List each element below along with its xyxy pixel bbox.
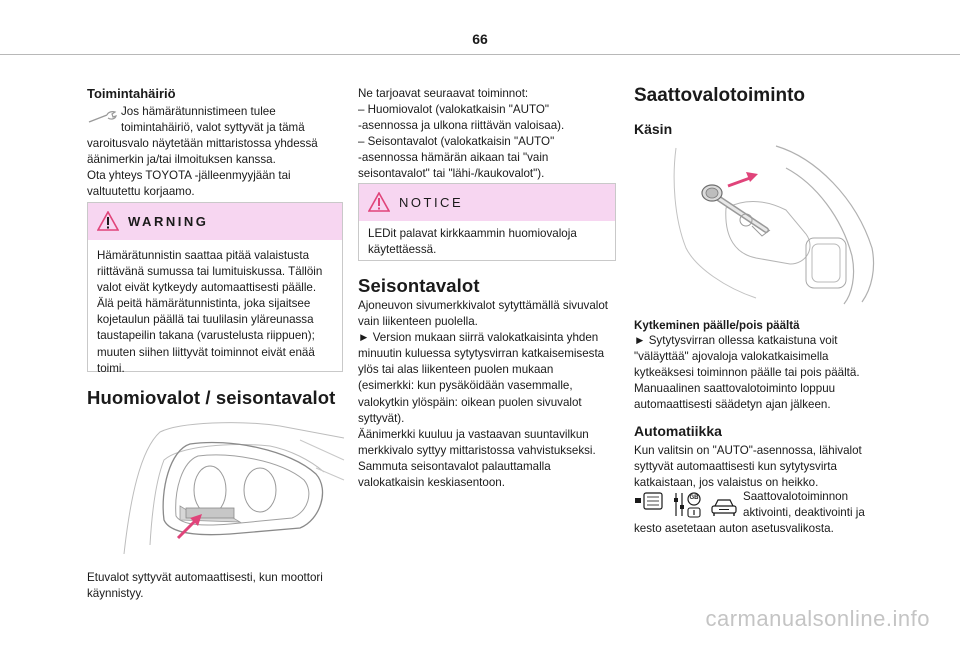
- warning-box: [87, 202, 343, 375]
- intro-line-4: – Seisontavalot (valokatkaisin "AUTO": [358, 135, 555, 149]
- light-stalk-illustration: [666, 138, 880, 306]
- car-icon: [710, 497, 738, 517]
- parking-line-1: Ajoneuvon sivumerkkivalot sytyttämällä sivuvalot: [358, 299, 609, 312]
- watermark-text: carmanualsonline.info: [705, 606, 930, 631]
- parking-line-3: ► Version mukaan siirrä valokatkaisinta yhden: [358, 331, 599, 345]
- drl-section-heading: Huomiovalot / seisontavalot: [87, 387, 336, 408]
- headlamp-illustration: [120, 420, 346, 558]
- auto-line-1: Kun valitsin on "AUTO"-asennossa, lähivalot: [634, 444, 862, 457]
- manual-line-3: kytkeäksesi toiminnon päälle tai pois päältä.: [634, 366, 860, 380]
- warning-line-4: Älä peitä hämärätunnistinta, joka sijaitsee: [97, 297, 311, 311]
- warning-header: [88, 203, 342, 240]
- drl-caption: [87, 570, 347, 602]
- auto-line-3: katkaistaan, jos valaistus on heikko.: [634, 476, 819, 490]
- fault-heading: Toimintahäiriö: [87, 86, 176, 101]
- manual-heading: Käsin: [634, 121, 673, 137]
- fault-line-2: toimintahäiriö, valot syttyvät ja tämä: [121, 121, 305, 135]
- parking-line-8: syttyvät).: [358, 411, 405, 425]
- fault-line-5: Ota yhteys TOYOTA -jälleenmyyjään tai: [87, 169, 291, 183]
- manual-line-4: Manuaalinen saattovalotoiminto loppuu: [634, 382, 836, 396]
- caption-line-1: Etuvalot syttyvät automaattisesti, kun moottori: [87, 571, 323, 584]
- manual-line-5: automaattisesti säädetyn ajan jälkeen.: [634, 398, 831, 412]
- parking-line-10: merkkivalo syttyy mittaristossa vahvistukseksi.: [358, 443, 596, 457]
- warning-triangle-icon: [97, 211, 119, 231]
- notice-line-1: LEDit palavat kirkkaammin huomiovaloja: [368, 227, 577, 240]
- intro-line-3: -asennossa ja ulkona riittävän valoisaa).: [358, 119, 565, 133]
- parking-line-5: ylös tai alas liikenteen puolen mukaan: [358, 363, 554, 377]
- caption-line-2: käynnistyy.: [87, 587, 144, 601]
- auto-heading: Automatiikka: [634, 423, 722, 439]
- icon-text-line-1: Saattovalotoiminnon: [743, 490, 849, 503]
- screen-icon: [634, 491, 664, 513]
- warning-body: [88, 240, 342, 385]
- header-rule: [0, 54, 960, 55]
- icon-last-line: kesto asetetaan auton asetusvalikosta.: [634, 522, 834, 535]
- warning-title: WARNING: [128, 214, 209, 229]
- intro-line-5: -asennossa hämärän aikaan tai "vain: [358, 151, 549, 165]
- intro-line-1: Ne tarjoavat seuraavat toiminnot:: [358, 87, 529, 100]
- parking-line-4: minuutin kuluessa sytytysvirran katkaisemisesta: [358, 347, 605, 361]
- parking-lights-text: [358, 298, 620, 491]
- warning-line-6: taustapeilin takana (varustelusta riippuen);: [97, 329, 315, 343]
- intro-line-2: – Huomiovalot (valokatkaisin "AUTO": [358, 103, 550, 117]
- parking-line-2: vain liikenteen puolella.: [358, 315, 478, 329]
- parking-line-6: (esimerkki: kun pysäköidään vasemmalle,: [358, 379, 573, 393]
- auto-line-2: syttyvät automaattisesti kun sytytysvirta: [634, 460, 837, 474]
- gb-label: GB: [689, 495, 699, 501]
- manual-line-1: ► Sytytysvirran ollessa katkaistuna voit: [634, 334, 838, 347]
- fault-line-4: äänimerkin ja/tai ilmoituksen kanssa.: [87, 153, 276, 167]
- manual-text: [634, 333, 892, 413]
- parking-lights-heading: Seisontavalot: [358, 275, 480, 296]
- functions-intro: [358, 86, 618, 183]
- follow-me-heading: Saattovalotoiminto: [634, 85, 806, 106]
- notice-title: NOTICE: [399, 195, 464, 210]
- notice-header: [359, 184, 615, 221]
- notice-body: [359, 221, 615, 266]
- fault-line-6: valtuutettu korjaamo.: [87, 185, 195, 199]
- warning-line-7: muuten siihen liittyvät toiminnot eivät enää: [97, 345, 315, 359]
- fault-line-1: Jos hämärätunnistimeen tulee: [121, 105, 276, 118]
- parking-line-9: Äänimerkki kuuluu ja vastaavan suuntavilkun: [358, 427, 589, 441]
- notice-line-2: käytettäessä.: [368, 243, 437, 257]
- parking-line-7: valokytkin ylöspäin: oikean puolen sivuvalot: [358, 395, 582, 409]
- page-number: 66: [472, 31, 488, 47]
- warning-line-1: Hämärätunnistin saattaa pitää valaistusta: [97, 249, 310, 262]
- warning-line-2: riittävänä sumussa tai lumituiskussa. Tällöin: [97, 265, 323, 279]
- notice-box: [358, 183, 616, 261]
- parking-line-11: Sammuta seisontavalot palauttamalla: [358, 459, 551, 473]
- icon-side-text: [743, 489, 893, 521]
- warning-line-5: kojetaulun päällä tai tuulilasin yläreunassa: [97, 313, 314, 327]
- intro-line-6: seisontavalot" tai "lähi-/kaukovalot").: [358, 167, 545, 181]
- notice-triangle-icon: [368, 192, 390, 212]
- wrench-icon: [87, 111, 117, 125]
- warning-line-3: valot eivät kytkeydy automaattisesti päälle.: [97, 281, 317, 295]
- manual-line-2: "väläyttää" ajovaloja valokatkaisimella: [634, 350, 829, 364]
- fault-line-3: varoitusvalo näytetään mittaristossa yhdessä: [87, 137, 318, 150]
- warning-line-8: toimi.: [97, 361, 125, 375]
- icon-text-line-2: aktivointi, deaktivointi ja: [743, 506, 865, 520]
- auto-text: [634, 443, 896, 491]
- parking-line-12: valokatkaisin keskiasentoon.: [358, 476, 505, 490]
- manual-subheading: Kytkeminen päälle/pois päältä: [634, 319, 800, 332]
